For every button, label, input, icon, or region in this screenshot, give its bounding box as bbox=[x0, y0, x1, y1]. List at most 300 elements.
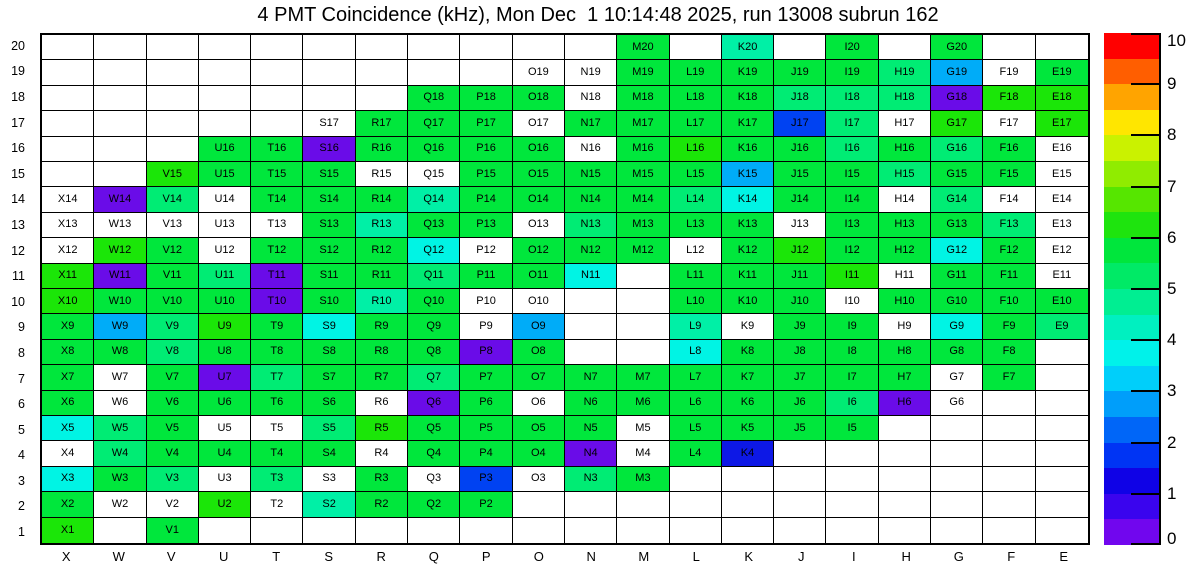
x-axis-label-J: J bbox=[798, 549, 805, 564]
cell-label: J19 bbox=[790, 66, 809, 79]
cell-label: K7 bbox=[740, 370, 755, 383]
grid-cell-F17 bbox=[983, 111, 1035, 136]
y-axis-label-18: 18 bbox=[11, 89, 25, 104]
grid-cell-S8 bbox=[303, 340, 355, 365]
cell-label: Q16 bbox=[423, 142, 445, 155]
x-axis-label-V: V bbox=[166, 549, 176, 564]
cell-label: N19 bbox=[580, 66, 601, 79]
cell-label: U7 bbox=[217, 370, 232, 383]
grid-cell-J8 bbox=[774, 340, 826, 365]
grid-cell-F10 bbox=[983, 289, 1035, 314]
grid-cell-M20 bbox=[617, 35, 669, 60]
y-axis-label-12: 12 bbox=[11, 243, 25, 258]
y-axis-label-15: 15 bbox=[11, 166, 25, 181]
grid-cell-R16 bbox=[356, 137, 408, 162]
color-scale-band bbox=[1104, 33, 1159, 59]
cell-label: R12 bbox=[371, 243, 392, 256]
grid-cell-M15 bbox=[617, 162, 669, 187]
grid-cell-U6 bbox=[199, 391, 251, 416]
grid-cell-H14 bbox=[879, 187, 931, 212]
grid-cell-F4 bbox=[983, 441, 1035, 466]
color-scale-tick-labels bbox=[1167, 31, 1196, 548]
x-axis-label-Q: Q bbox=[428, 549, 439, 564]
cell-label: J9 bbox=[794, 320, 806, 333]
cell-label: G16 bbox=[946, 142, 968, 155]
grid-cell-K5 bbox=[722, 416, 774, 441]
grid-cell-E8 bbox=[1036, 340, 1088, 365]
grid-cell-M6 bbox=[617, 391, 669, 416]
cell-label: P17 bbox=[476, 116, 496, 129]
cell-label: P5 bbox=[479, 421, 493, 434]
grid-cell-N19 bbox=[565, 60, 617, 85]
grid-cell-S12 bbox=[303, 238, 355, 263]
grid-cell-W2 bbox=[94, 492, 146, 517]
grid-cell-M10 bbox=[617, 289, 669, 314]
grid-cell-K10 bbox=[722, 289, 774, 314]
grid-cell-G19 bbox=[931, 60, 983, 85]
grid-cell-G4 bbox=[931, 441, 983, 466]
grid-cell-J4 bbox=[774, 441, 826, 466]
grid-cell-U15 bbox=[199, 162, 251, 187]
grid-cell-E15 bbox=[1036, 162, 1088, 187]
cell-label: V6 bbox=[165, 396, 179, 409]
grid-cell-V16 bbox=[147, 137, 199, 162]
grid-cell-P9 bbox=[460, 314, 512, 339]
grid-cell-N11 bbox=[565, 264, 617, 289]
grid-cell-X3 bbox=[42, 467, 94, 492]
cell-label: H7 bbox=[897, 370, 912, 383]
grid-cell-P11 bbox=[460, 264, 512, 289]
cell-label: I5 bbox=[847, 421, 857, 434]
grid-cell-L8 bbox=[670, 340, 722, 365]
grid-cell-V14 bbox=[147, 187, 199, 212]
cell-label: W4 bbox=[111, 447, 129, 460]
grid-cell-I16 bbox=[826, 137, 878, 162]
grid-cell-S19 bbox=[303, 60, 355, 85]
grid-cell-M14 bbox=[617, 187, 669, 212]
grid-cell-I8 bbox=[826, 340, 878, 365]
cell-label: J11 bbox=[791, 269, 809, 282]
grid-cell-M19 bbox=[617, 60, 669, 85]
cell-label: K13 bbox=[737, 218, 758, 231]
grid-cell-W16 bbox=[94, 137, 146, 162]
cell-label: E10 bbox=[1052, 294, 1072, 307]
cell-label: J8 bbox=[794, 345, 806, 358]
grid-cell-T5 bbox=[251, 416, 303, 441]
cell-label: V9 bbox=[165, 320, 179, 333]
cell-label: V2 bbox=[165, 497, 179, 510]
grid-cell-T19 bbox=[251, 60, 303, 85]
grid-cell-S9 bbox=[303, 314, 355, 339]
heatmap-grid bbox=[40, 33, 1090, 545]
grid-cell-J5 bbox=[774, 416, 826, 441]
cell-label: N12 bbox=[580, 243, 601, 256]
grid-cell-P19 bbox=[460, 60, 512, 85]
cell-label: I16 bbox=[844, 142, 860, 155]
grid-cell-U5 bbox=[199, 416, 251, 441]
cell-label: I6 bbox=[847, 396, 857, 409]
grid-cell-H18 bbox=[879, 86, 931, 111]
color-scale-band bbox=[1104, 135, 1159, 161]
grid-cell-L10 bbox=[670, 289, 722, 314]
cell-label: O6 bbox=[530, 396, 546, 409]
x-axis-label-O: O bbox=[533, 549, 544, 564]
color-scale-tick-label-5: 5 bbox=[1167, 279, 1177, 298]
cell-label: G9 bbox=[949, 320, 965, 333]
grid-cell-O18 bbox=[513, 86, 565, 111]
color-scale-band bbox=[1104, 417, 1159, 443]
cell-label: W9 bbox=[111, 320, 129, 333]
grid-cell-S2 bbox=[303, 492, 355, 517]
cell-label: V8 bbox=[165, 345, 179, 358]
grid-cell-N7 bbox=[565, 365, 617, 390]
grid-cell-I12 bbox=[826, 238, 878, 263]
grid-cell-V1 bbox=[147, 518, 199, 543]
color-scale-band bbox=[1104, 238, 1159, 264]
cell-label: S4 bbox=[322, 447, 336, 460]
cell-label: O9 bbox=[530, 320, 546, 333]
cell-label: L10 bbox=[686, 294, 705, 307]
grid-cell-I17 bbox=[826, 111, 878, 136]
cell-label: H11 bbox=[894, 269, 915, 282]
color-scale-tick-label-7: 7 bbox=[1167, 176, 1177, 196]
x-axis-label-K: K bbox=[744, 549, 754, 564]
grid-cell-F14 bbox=[983, 187, 1035, 212]
x-axis-label-F: F bbox=[1007, 549, 1016, 564]
cell-label: P8 bbox=[479, 345, 493, 358]
cell-label: Q6 bbox=[426, 396, 442, 409]
grid-cell-Q6 bbox=[408, 391, 460, 416]
y-axis-label-13: 13 bbox=[11, 217, 25, 232]
y-axis-label-16: 16 bbox=[11, 141, 25, 156]
y-axis-label-1: 1 bbox=[18, 525, 25, 540]
grid-cell-L17 bbox=[670, 111, 722, 136]
grid-cell-X1 bbox=[42, 518, 94, 543]
cell-label: S6 bbox=[322, 396, 336, 409]
cell-label: G6 bbox=[949, 396, 965, 409]
grid-cell-G7 bbox=[931, 365, 983, 390]
grid-cell-U4 bbox=[199, 441, 251, 466]
color-scale-band bbox=[1104, 187, 1159, 213]
grid-cell-R19 bbox=[356, 60, 408, 85]
cell-label: G18 bbox=[946, 91, 968, 104]
grid-cell-F9 bbox=[983, 314, 1035, 339]
cell-label: R10 bbox=[371, 294, 392, 307]
grid-cell-L6 bbox=[670, 391, 722, 416]
grid-cell-R1 bbox=[356, 518, 408, 543]
cell-label: E16 bbox=[1052, 142, 1072, 155]
grid-cell-H17 bbox=[879, 111, 931, 136]
grid-cell-U7 bbox=[199, 365, 251, 390]
cell-label: Q2 bbox=[426, 497, 442, 510]
grid-cell-L19 bbox=[670, 60, 722, 85]
cell-label: W7 bbox=[111, 370, 129, 383]
grid-cell-X6 bbox=[42, 391, 94, 416]
cell-label: N7 bbox=[583, 370, 598, 383]
cell-label: I17 bbox=[844, 116, 860, 129]
grid-cell-O16 bbox=[513, 137, 565, 162]
grid-cell-N3 bbox=[565, 467, 617, 492]
x-axis-label-R: R bbox=[376, 549, 386, 564]
grid-cell-K20 bbox=[722, 35, 774, 60]
cell-label: L18 bbox=[686, 91, 705, 104]
grid-cell-R7 bbox=[356, 365, 408, 390]
grid-cell-I6 bbox=[826, 391, 878, 416]
grid-cell-K13 bbox=[722, 213, 774, 238]
cell-label: S11 bbox=[319, 269, 339, 282]
grid-cell-H11 bbox=[879, 264, 931, 289]
grid-cell-V6 bbox=[147, 391, 199, 416]
grid-cell-U20 bbox=[199, 35, 251, 60]
cell-label: F15 bbox=[999, 167, 1019, 180]
cell-label: O16 bbox=[527, 142, 549, 155]
cell-label: O12 bbox=[527, 243, 549, 256]
grid-cell-T1 bbox=[251, 518, 303, 543]
cell-label: R2 bbox=[374, 497, 389, 510]
cell-label: E18 bbox=[1052, 91, 1072, 104]
grid-cell-M8 bbox=[617, 340, 669, 365]
grid-cell-E17 bbox=[1036, 111, 1088, 136]
grid-cell-K19 bbox=[722, 60, 774, 85]
y-axis-label-3: 3 bbox=[18, 473, 25, 488]
grid-cell-Q4 bbox=[408, 441, 460, 466]
grid-cell-R11 bbox=[356, 264, 408, 289]
cell-label: H19 bbox=[894, 66, 915, 79]
grid-cell-H13 bbox=[879, 213, 931, 238]
grid-cell-M1 bbox=[617, 518, 669, 543]
grid-cell-R2 bbox=[356, 492, 408, 517]
cell-label: R5 bbox=[374, 421, 389, 434]
cell-label: X7 bbox=[60, 370, 75, 383]
grid-cell-V15 bbox=[147, 162, 199, 187]
grid-cell-F15 bbox=[983, 162, 1035, 187]
cell-label: T9 bbox=[270, 320, 284, 333]
grid-cell-Q12 bbox=[408, 238, 460, 263]
cell-label: E9 bbox=[1055, 320, 1069, 333]
grid-cell-P5 bbox=[460, 416, 512, 441]
cell-label: K18 bbox=[737, 91, 758, 104]
grid-cell-L16 bbox=[670, 137, 722, 162]
grid-cell-T6 bbox=[251, 391, 303, 416]
cell-label: U10 bbox=[214, 294, 235, 307]
cell-label: W3 bbox=[111, 472, 129, 485]
grid-cell-S6 bbox=[303, 391, 355, 416]
grid-cell-S5 bbox=[303, 416, 355, 441]
y-axis-label-4: 4 bbox=[18, 448, 25, 463]
x-axis-label-W: W bbox=[112, 549, 125, 564]
grid-cell-R18 bbox=[356, 86, 408, 111]
cell-label: P6 bbox=[479, 396, 493, 409]
grid-cell-T18 bbox=[251, 86, 303, 111]
cell-label: F14 bbox=[999, 193, 1019, 206]
y-axis-label-20: 20 bbox=[11, 38, 25, 53]
grid-cell-I2 bbox=[826, 492, 878, 517]
grid-cell-J19 bbox=[774, 60, 826, 85]
cell-label: J16 bbox=[790, 142, 809, 155]
cell-label: X1 bbox=[60, 523, 75, 536]
cell-label: N18 bbox=[580, 91, 601, 104]
grid-cell-J13 bbox=[774, 213, 826, 238]
cell-label: L13 bbox=[686, 218, 705, 231]
cell-label: O19 bbox=[527, 66, 549, 79]
grid-cell-Q10 bbox=[408, 289, 460, 314]
cell-label: L11 bbox=[686, 269, 705, 282]
grid-cell-I14 bbox=[826, 187, 878, 212]
cell-label: R15 bbox=[371, 167, 392, 180]
grid-cell-Q18 bbox=[408, 86, 460, 111]
grid-cell-X8 bbox=[42, 340, 94, 365]
cell-label: E12 bbox=[1052, 243, 1072, 256]
grid-cell-U11 bbox=[199, 264, 251, 289]
grid-cell-Q2 bbox=[408, 492, 460, 517]
grid-cell-V11 bbox=[147, 264, 199, 289]
grid-cell-X11 bbox=[42, 264, 94, 289]
cell-label: P15 bbox=[476, 167, 496, 180]
cell-label: Q15 bbox=[423, 167, 445, 180]
cell-label: K17 bbox=[737, 116, 758, 129]
grid-cell-U19 bbox=[199, 60, 251, 85]
cell-label: T13 bbox=[267, 218, 287, 231]
grid-cell-H2 bbox=[879, 492, 931, 517]
cell-label: V14 bbox=[162, 193, 183, 206]
cell-label: H9 bbox=[897, 320, 912, 333]
grid-cell-S4 bbox=[303, 441, 355, 466]
grid-cell-S3 bbox=[303, 467, 355, 492]
grid-cell-G11 bbox=[931, 264, 983, 289]
grid-cell-W10 bbox=[94, 289, 146, 314]
cell-label: W11 bbox=[109, 269, 131, 282]
cell-label: F16 bbox=[999, 142, 1019, 155]
cell-label: S3 bbox=[322, 472, 336, 485]
grid-cell-T17 bbox=[251, 111, 303, 136]
cell-label: K5 bbox=[740, 421, 755, 434]
grid-cell-K7 bbox=[722, 365, 774, 390]
grid-cell-J7 bbox=[774, 365, 826, 390]
grid-cell-X13 bbox=[42, 213, 94, 238]
grid-cell-G12 bbox=[931, 238, 983, 263]
cell-label: P14 bbox=[476, 193, 496, 206]
grid-cell-R17 bbox=[356, 111, 408, 136]
grid-cell-P12 bbox=[460, 238, 512, 263]
cell-label: U13 bbox=[214, 218, 235, 231]
grid-cell-J12 bbox=[774, 238, 826, 263]
cell-label: F10 bbox=[999, 294, 1019, 307]
grid-cell-X7 bbox=[42, 365, 94, 390]
color-scale-bar bbox=[1104, 33, 1161, 545]
x-axis-label-T: T bbox=[272, 549, 281, 564]
grid-cell-J20 bbox=[774, 35, 826, 60]
cell-label: J15 bbox=[790, 167, 809, 180]
cell-label: P11 bbox=[476, 269, 496, 282]
grid-cell-S14 bbox=[303, 187, 355, 212]
cell-label: S14 bbox=[319, 193, 339, 206]
cell-label: H18 bbox=[894, 91, 915, 104]
cell-label: L9 bbox=[689, 320, 702, 333]
color-scale-tick-label-2: 2 bbox=[1167, 432, 1177, 452]
cell-label: T15 bbox=[267, 167, 287, 180]
grid-cell-I11 bbox=[826, 264, 878, 289]
grid-cell-K8 bbox=[722, 340, 774, 365]
grid-cell-X5 bbox=[42, 416, 94, 441]
cell-label: U4 bbox=[217, 447, 232, 460]
cell-label: F18 bbox=[999, 91, 1019, 104]
grid-cell-N6 bbox=[565, 391, 617, 416]
cell-label: G7 bbox=[949, 370, 965, 383]
grid-cell-P16 bbox=[460, 137, 512, 162]
grid-cell-O5 bbox=[513, 416, 565, 441]
cell-label: Q10 bbox=[423, 294, 445, 307]
cell-label: V13 bbox=[162, 218, 183, 231]
grid-cell-O13 bbox=[513, 213, 565, 238]
cell-label: O18 bbox=[527, 91, 549, 104]
grid-cell-M2 bbox=[617, 492, 669, 517]
grid-cell-S18 bbox=[303, 86, 355, 111]
grid-cell-Q13 bbox=[408, 213, 460, 238]
grid-cell-X19 bbox=[42, 60, 94, 85]
cell-label: O14 bbox=[527, 193, 549, 206]
color-scale-tick-label-3: 3 bbox=[1167, 381, 1177, 401]
grid-cell-S15 bbox=[303, 162, 355, 187]
grid-cell-M7 bbox=[617, 365, 669, 390]
cell-label: R7 bbox=[374, 370, 389, 383]
color-scale-band bbox=[1104, 289, 1159, 315]
cell-label: H12 bbox=[894, 243, 915, 256]
cell-label: T16 bbox=[267, 142, 287, 155]
cell-label: I14 bbox=[844, 193, 860, 206]
cell-label: E13 bbox=[1052, 218, 1072, 231]
grid-cell-G20 bbox=[931, 35, 983, 60]
grid-cell-I7 bbox=[826, 365, 878, 390]
cell-label: W5 bbox=[111, 421, 129, 434]
grid-cell-E4 bbox=[1036, 441, 1088, 466]
grid-cell-T11 bbox=[251, 264, 303, 289]
grid-cell-F8 bbox=[983, 340, 1035, 365]
grid-cell-L13 bbox=[670, 213, 722, 238]
grid-cell-V3 bbox=[147, 467, 199, 492]
cell-label: G15 bbox=[946, 167, 968, 180]
cell-label: S9 bbox=[322, 320, 336, 333]
grid-cell-X18 bbox=[42, 86, 94, 111]
cell-label: L14 bbox=[686, 193, 705, 206]
grid-cell-T20 bbox=[251, 35, 303, 60]
cell-label: W10 bbox=[108, 294, 132, 307]
grid-cell-U10 bbox=[199, 289, 251, 314]
cell-label: K16 bbox=[737, 142, 758, 155]
grid-cell-T3 bbox=[251, 467, 303, 492]
cell-label: F7 bbox=[1002, 370, 1016, 383]
cell-label: J13 bbox=[790, 218, 809, 231]
grid-cell-L15 bbox=[670, 162, 722, 187]
grid-cell-X15 bbox=[42, 162, 94, 187]
x-axis-label-P: P bbox=[481, 549, 491, 564]
cell-label: O10 bbox=[527, 294, 549, 307]
cell-label: M3 bbox=[635, 472, 651, 485]
grid-cell-H19 bbox=[879, 60, 931, 85]
grid-cell-F20 bbox=[983, 35, 1035, 60]
cell-label: P7 bbox=[479, 370, 493, 383]
grid-cell-J16 bbox=[774, 137, 826, 162]
grid-cell-F3 bbox=[983, 467, 1035, 492]
cell-label: S13 bbox=[319, 218, 339, 231]
grid-cell-W5 bbox=[94, 416, 146, 441]
grid-cell-T15 bbox=[251, 162, 303, 187]
cell-label: P16 bbox=[476, 142, 496, 155]
grid-cell-K17 bbox=[722, 111, 774, 136]
grid-cell-E13 bbox=[1036, 213, 1088, 238]
cell-label: N14 bbox=[580, 193, 601, 206]
grid-cell-F13 bbox=[983, 213, 1035, 238]
grid-cell-O19 bbox=[513, 60, 565, 85]
